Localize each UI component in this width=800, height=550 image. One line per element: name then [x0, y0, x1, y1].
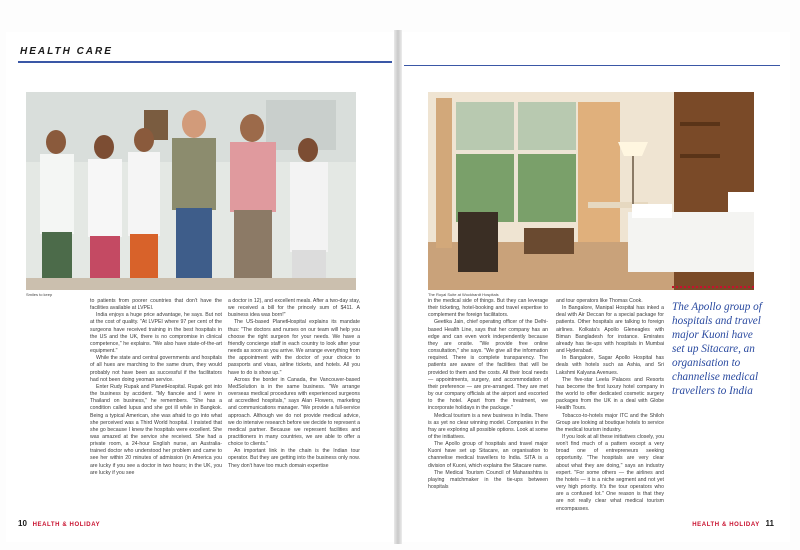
right-photo-caption: The Royal Suite at Wockhardt Hospitals: [428, 292, 499, 297]
paragraph: The five-star Leela Palaces and Resorts has become the first luxury hotel company in the world to offer dedicated cosmetic surgery packages from the UK in a deal with Globe Health Tours.: [556, 376, 664, 412]
page-gutter: [394, 30, 402, 544]
staff-group-illustration: [26, 92, 356, 290]
paragraph: in the medical side of things. But they can leverage their ticketing, hotel-booking and travel expertise to complement the foreign facilitators.: [428, 298, 548, 319]
paragraph: The Apollo group of hospitals and travel major Kuoni have set up Sitacare, an organisation to channelise medical travellers to India. SITA is a division of Kuoni, which explains the Sitacare name.: [428, 441, 548, 469]
paragraph: Across the border in Canada, the Vancouver-based MedSolution is in the same business. "We arrange overseas medical procedures with experienced surgeons at accredited hospitals," says Alan Flowers, marketing and communications manager. "We provide a full-service approach. Although we do not provide medical advice, we do intensive research before we decide to represent a medical partner. Because we represent facilities and practitioners in many countries, we are able to offer a choice to clients.": [228, 376, 360, 448]
paragraph: The Medical Tourism Council of Maharashtra is playing matchmaker in the tie-ups between hospitals: [428, 469, 548, 491]
paragraph: In Bangalore, Sagar Apollo Hospital has deals with hotels such as Ashia, and Sri Lakshmi Kalyana Avenues.: [556, 355, 664, 376]
paragraph: and tour operators like Thomas Cook.: [556, 298, 643, 304]
hospital-suite-photo: [428, 92, 754, 290]
article-column-3: [428, 298, 548, 530]
paragraph: In Bangalore, Manipal Hospital has inked a deal with Air Deccan for a special package for patients. Other hospitals are talking to foreign airlines. Kolkata's Apollo Gleneagles with Biman Bangladesh for instance. Emirates already has tie-ups with hospitals in Mumbai and Hyderabad.: [556, 305, 664, 355]
page-number-left: 10: [18, 519, 27, 528]
paragraph: Geetika Jain, chief operating officer of the Delhi-based Health Line, says that her company has an edge and can even work independently because they are onsite. "We provide free online consultation," she says. "We give all the information required. There is complete transparency. The patients are aware of the facilities that will be provided to them and the costs. All their local needs — appointments, surgery, and accommodation of their preference — are pre-arranged. They are met by our company officials at the airport and escorted to the hotel. Apart from the treatment, we incorporate holidays in the package.": [428, 319, 548, 412]
page-number-right: 11: [765, 519, 774, 528]
paragraph: Enter Rudy Rupak and PlanetHospital. Rupak got into the business by accident. "My fiancée and I were in Thailand on business," he remembers. "She has a condition called lupus and she got ill while in Bangkok. Being a typical American, she was afraid to go into what she perceived was a Third World hospital. I insisted that she go because I knew the hospitals were excellent. She was amazed at the service she received. She had a private room, a 24-hour English nurse, an Australia-trained doctor who understood her problem and came to see her within 20 minutes of admission (in America you are lucky if you see a doctor in two hours; in the UK, you are lucky if you see: [90, 383, 222, 476]
paragraph: a doctor in 12), and excellent meals. After a two-day stay, we received a bill for the princely sum of $411. A business idea was born!": [228, 298, 360, 319]
left-folio: [14, 519, 100, 528]
article-column-1: [90, 298, 222, 530]
staff-group-photo: [26, 92, 356, 290]
magazine-brand-right: HEALTH & HOLIDAY: [692, 522, 760, 528]
header-rule-left: [18, 61, 392, 63]
paragraph: Tobacco-to-hotels major ITC and the Shiloh Group are looking at boutique hotels to service the medical tourism industry.: [556, 412, 664, 433]
paragraph: India enjoys a huge price advantage, he says. But not at the cost of quality. "At LVPEI where 97 per cent of the surgeons have received training in the best hospitals in the US and the UK, there is no compromise in clinical competence," he explains. "We also have state-of-the-art equipment.": [90, 312, 222, 355]
right-folio: [692, 519, 778, 528]
paragraph: An important link in the chain is the Indian tour operator. But they are getting into the business only now. They don't have too much domain expertise: [228, 448, 360, 469]
paragraph: The US-based PlanetHospital explains its mandate thus: "The doctors and nurses on our team will help you choose the right surgeon for your needs. We have a friendly concierge staff in each country to look after your needs as soon as you arrive. We arrange everything from the appointment with the doctor of your choice to passports and visas, airline tickets, and hotels. All you have to do is show up.": [228, 319, 360, 376]
article-column-2: [228, 298, 360, 530]
paragraph: If you look at all these initiatives closely, you won't find much of a pattern except a very broad one of entrepreneurs seeking opportunity. "The hospitals are very clear about what they are doing," says an industry expert. "For some others — the airlines and the hotels — it is a niche segment and not yet very high priority. It's the tour operators who are a confused lot." One reason is that they are not really clear what medical tourism encompasses.: [556, 433, 664, 512]
hospital-suite-illustration: [428, 92, 754, 290]
pullquote: The Apollo group of hospitals and travel major Kuoni have set up Sitacare, an organisation to channelise medical travellers to India: [672, 301, 762, 397]
paragraph: Medical tourism is a new business in India. There is as yet no clear winning model. Companies in the fray are exploring all possible options. Look at some of the initiatives.: [428, 412, 548, 440]
pullquote-divider: [672, 286, 754, 289]
magazine-brand-left: HEALTH & HOLIDAY: [32, 522, 101, 528]
left-photo-caption: Smiles to keep: [26, 292, 53, 297]
section-title: HEALTH CARE: [20, 46, 113, 57]
header-rule-right: [404, 65, 780, 66]
paragraph: to patients from poorer countries that don't have the facilities available at LVPEI.: [90, 298, 222, 312]
article-column-4: [556, 298, 664, 530]
paragraph: While the state and central governments and hospitals of all hues are marching to the same drum, they would probably not have been as successful if the facilitators had not been doing yeoman service.: [90, 355, 222, 383]
